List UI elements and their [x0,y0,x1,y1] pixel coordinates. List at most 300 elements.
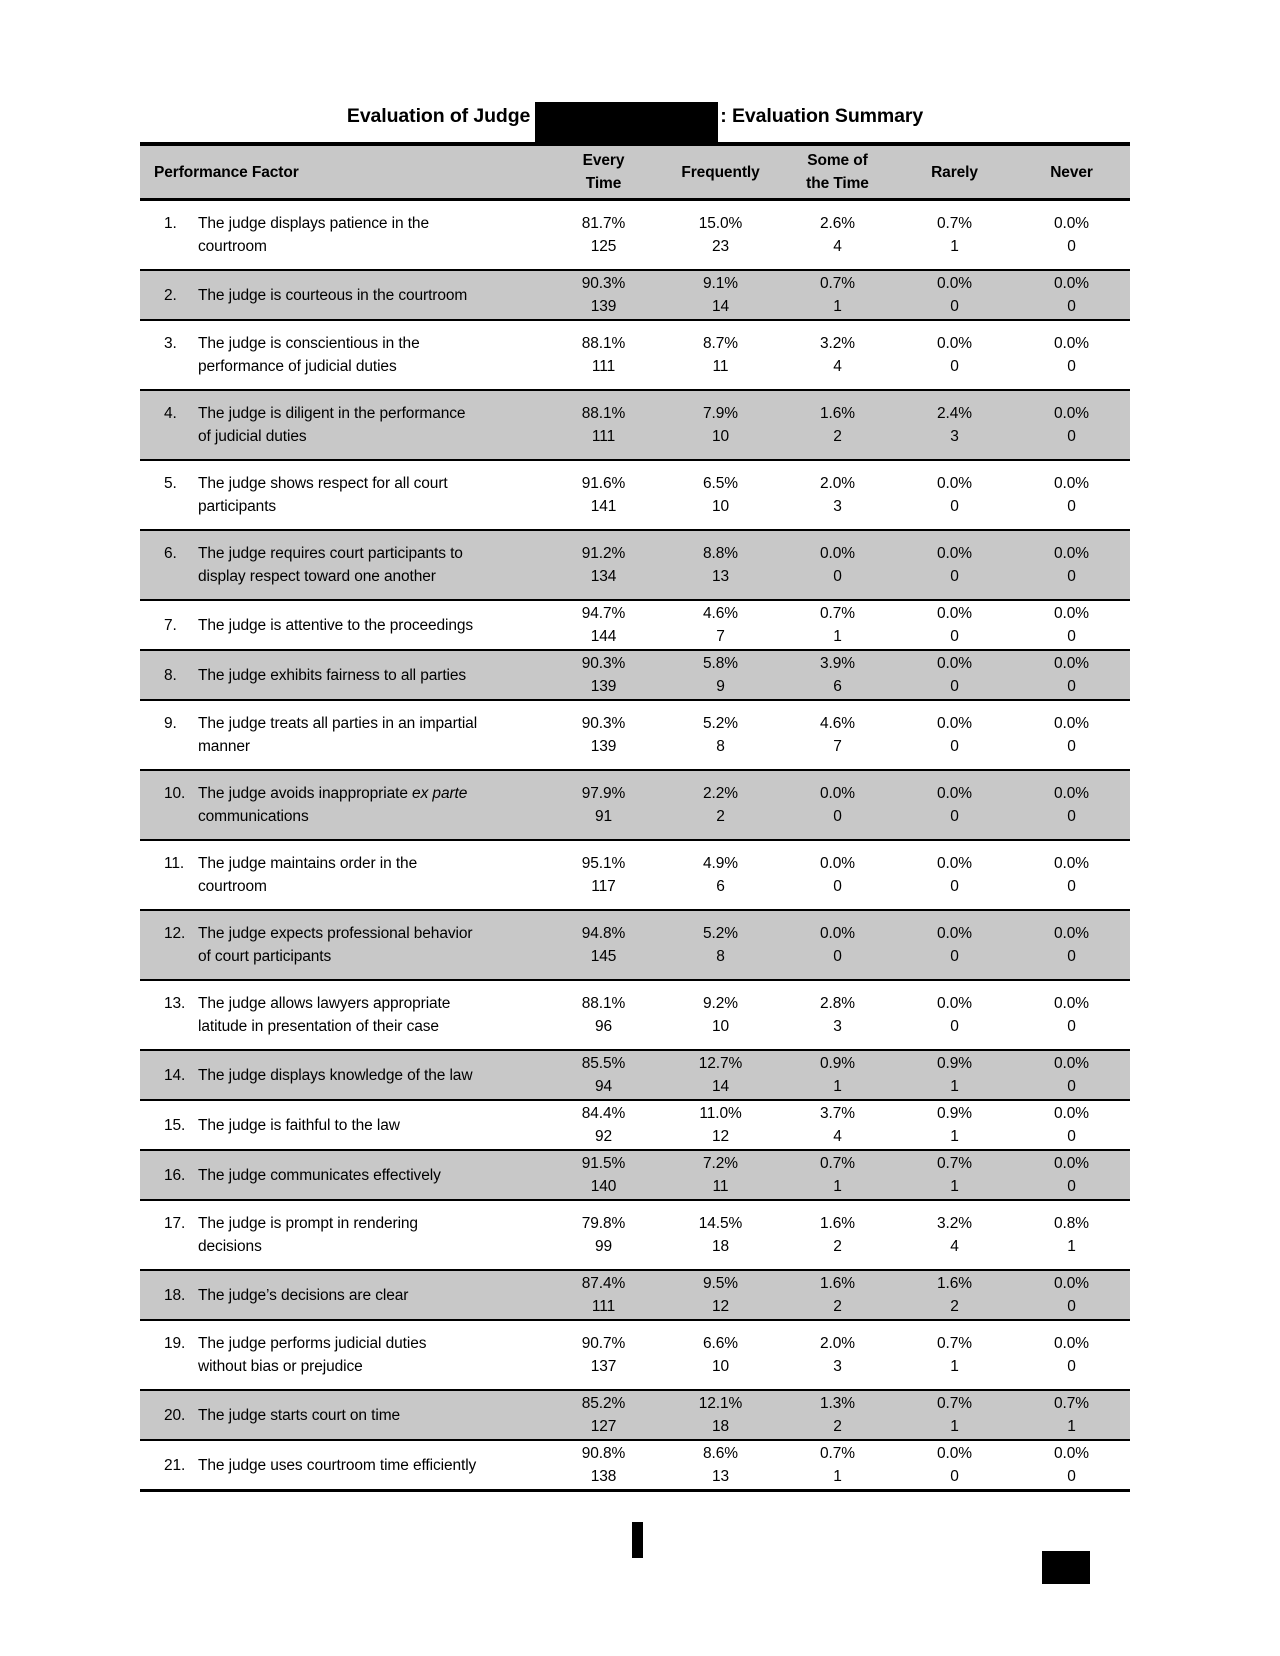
value-cell-rarely [896,700,1013,770]
value-cell-never [1013,770,1130,840]
count-value: 4 [833,238,842,255]
value-cell-every-time [545,1100,662,1150]
percent-value: 0.0% [1054,275,1089,292]
count-value: 111 [591,1298,616,1315]
percent-value: 3.9% [820,655,855,672]
count-value: 138 [590,1468,617,1485]
percent-value: 1.6% [937,1275,972,1292]
count-value: 0 [950,808,959,825]
value-cell-some-of-the-time [779,1270,896,1320]
count-value: 139 [590,298,617,315]
count-value: 0 [833,948,842,965]
row-number: 8. [164,666,177,684]
performance-factor-text: The judge maintains order in the courtroom [198,855,418,895]
performance-factor-cell [140,1390,545,1440]
count-value: 117 [591,878,616,895]
performance-factor-text: The judge starts court on time [198,1406,401,1424]
count-value: 1 [833,1468,842,1485]
column-header-every-time: Every Time [582,152,625,192]
performance-factor-cell [140,600,545,650]
percent-value: 0.0% [937,655,972,672]
count-value: 0 [833,808,842,825]
value-cell-every-time [545,1390,662,1440]
table-row [140,1390,1130,1440]
percent-value: 0.0% [1054,1155,1089,1172]
row-number: 7. [164,616,177,634]
count-value: 4 [833,358,842,375]
percent-value: 8.8% [703,545,738,562]
percent-value: 2.6% [820,215,855,232]
percent-value: 0.9% [937,1055,972,1072]
value-cell-never [1013,460,1130,530]
count-value: 1 [833,1178,842,1195]
percent-value: 0.0% [1054,1275,1089,1292]
percent-value: 0.0% [1054,605,1089,622]
count-value: 0 [950,628,959,645]
value-cell-every-time [545,1050,662,1100]
value-cell-rarely [896,200,1013,271]
percent-value: 2.0% [820,475,855,492]
value-cell-every-time [545,530,662,600]
percent-value: 0.0% [1054,715,1089,732]
table-header-row [140,144,1130,200]
value-cell-frequently [662,770,779,840]
value-cell-frequently [662,1320,779,1390]
table-row [140,1150,1130,1200]
table-row [140,320,1130,390]
column-header-frequently: Frequently [681,163,760,181]
evaluation-summary-table [140,142,1130,1492]
value-cell-some-of-the-time [779,270,896,320]
value-cell-never [1013,1200,1130,1270]
percent-value: 0.0% [1054,1335,1089,1352]
value-cell-every-time [545,770,662,840]
count-value: 11 [712,1178,729,1195]
percent-value: 4.9% [703,855,738,872]
percent-value: 0.0% [820,785,855,802]
value-cell-every-time [545,1200,662,1270]
table-row [140,700,1130,770]
percent-value: 91.2% [581,545,626,562]
percent-value: 8.7% [703,335,738,352]
table-row [140,1270,1130,1320]
count-value: 1 [833,628,842,645]
value-cell-some-of-the-time [779,530,896,600]
percent-value: 0.7% [820,1155,855,1172]
value-cell-frequently [662,200,779,271]
count-value: 2 [833,1238,842,1255]
percent-value: 0.0% [937,475,972,492]
count-value: 2 [833,1418,842,1435]
row-number: 2. [164,286,177,304]
value-cell-some-of-the-time [779,700,896,770]
percent-value: 0.0% [1054,405,1089,422]
percent-value: 12.7% [698,1055,743,1072]
percent-value: 7.9% [703,405,738,422]
count-value: 140 [590,1178,617,1195]
count-value: 3 [950,428,959,445]
count-value: 0 [1067,1078,1076,1095]
percent-value: 85.5% [581,1055,626,1072]
count-value: 6 [833,678,842,695]
value-cell-rarely [896,320,1013,390]
percent-value: 4.6% [703,605,738,622]
column-header-some-of-the-time: Some of the Time [806,152,869,192]
count-value: 10 [711,1358,730,1375]
value-cell-rarely [896,1270,1013,1320]
value-cell-never [1013,530,1130,600]
value-cell-every-time [545,910,662,980]
percent-value: 88.1% [581,335,626,352]
percent-value: 81.7% [581,215,626,232]
count-value: 0 [1067,808,1076,825]
count-value: 0 [950,498,959,515]
performance-factor-text: The judge is faithful to the law [198,1116,400,1134]
count-value: 8 [716,738,725,755]
table-row [140,460,1130,530]
count-value: 0 [1067,238,1076,255]
percent-value: 5.2% [703,925,738,942]
value-cell-frequently [662,1200,779,1270]
performance-factor-cell [140,650,545,700]
value-cell-some-of-the-time [779,1200,896,1270]
count-value: 1 [833,298,842,315]
value-cell-rarely [896,650,1013,700]
percent-value: 0.0% [1054,1105,1089,1122]
percent-value: 0.0% [937,275,972,292]
percent-value: 9.2% [703,995,738,1012]
value-cell-frequently [662,600,779,650]
percent-value: 90.3% [581,275,626,292]
count-value: 0 [950,568,959,585]
performance-factor-cell [140,1270,545,1320]
value-cell-every-time [545,980,662,1050]
count-value: 4 [833,1128,842,1145]
table-row [140,770,1130,840]
performance-factor-cell [140,390,545,460]
value-cell-some-of-the-time [779,1050,896,1100]
count-value: 6 [716,878,725,895]
performance-factor-text: The judge displays patience in the courtroom [198,215,429,255]
percent-value: 4.6% [820,715,855,732]
percent-value: 0.0% [1054,1445,1089,1462]
count-value: 12 [711,1298,730,1315]
performance-factor-text: The judge’s decisions are clear [198,1286,409,1304]
count-value: 111 [591,428,616,445]
value-cell-every-time [545,650,662,700]
performance-factor-text: The judge treats all parties in an impartial manner [198,715,478,755]
count-value: 1 [833,1078,842,1095]
count-value: 3 [833,1018,842,1035]
percent-value: 1.6% [820,1215,855,1232]
count-value: 139 [590,738,617,755]
count-value: 139 [590,678,617,695]
value-cell-never [1013,390,1130,460]
value-cell-every-time [545,700,662,770]
performance-factor-cell [140,910,545,980]
performance-factor-text: The judge is diligent in the performance of judicial duties [198,405,466,445]
value-cell-never [1013,650,1130,700]
percent-value: 95.1% [581,855,626,872]
count-value: 10 [711,498,730,515]
table-row [140,650,1130,700]
value-cell-frequently [662,650,779,700]
percent-value: 0.0% [937,1445,972,1462]
percent-value: 0.7% [1054,1395,1089,1412]
percent-value: 1.6% [820,1275,855,1292]
performance-factor-text: The judge shows respect for all court participants [198,475,448,515]
count-value: 0 [950,738,959,755]
percent-value: 2.0% [820,1335,855,1352]
performance-factor-cell [140,460,545,530]
count-value: 12 [711,1128,730,1145]
percent-value: 6.5% [703,475,738,492]
performance-factor-cell [140,530,545,600]
count-value: 0 [1067,1358,1076,1375]
percent-value: 0.0% [1054,215,1089,232]
performance-factor-cell [140,1100,545,1150]
count-value: 0 [1067,738,1076,755]
value-cell-never [1013,320,1130,390]
value-cell-rarely [896,1390,1013,1440]
performance-factor-cell [140,320,545,390]
value-cell-some-of-the-time [779,1390,896,1440]
value-cell-frequently [662,270,779,320]
performance-factor-cell [140,770,545,840]
percent-value: 0.7% [937,1335,972,1352]
percent-value: 0.0% [1054,995,1089,1012]
percent-value: 94.7% [581,605,626,622]
performance-factor-cell [140,840,545,910]
count-value: 92 [594,1128,613,1145]
percent-value: 2.8% [820,995,855,1012]
value-cell-every-time [545,1270,662,1320]
count-value: 125 [590,238,617,255]
row-number: 19. [164,1335,186,1352]
percent-value: 85.2% [581,1395,626,1412]
count-value: 0 [1067,1298,1076,1315]
percent-value: 3.7% [820,1105,855,1122]
count-value: 10 [711,428,730,445]
row-number: 20. [164,1406,186,1424]
percent-value: 0.9% [937,1105,972,1122]
count-value: 0 [1067,1018,1076,1035]
percent-value: 0.0% [820,545,855,562]
percent-value: 9.1% [703,275,738,292]
percent-value: 0.0% [937,855,972,872]
count-value: 14 [711,298,730,315]
percent-value: 90.3% [581,655,626,672]
performance-factor-text: The judge is attentive to the proceedings [198,616,474,634]
count-value: 1 [950,1078,959,1095]
count-value: 0 [1067,948,1076,965]
percent-value: 88.1% [581,405,626,422]
count-value: 0 [1067,428,1076,445]
value-cell-frequently [662,1100,779,1150]
performance-factor-text: The judge communicates effectively [198,1166,441,1184]
percent-value: 0.0% [937,785,972,802]
value-cell-frequently [662,390,779,460]
percent-value: 0.7% [820,605,855,622]
percent-value: 0.0% [1054,475,1089,492]
value-cell-some-of-the-time [779,200,896,271]
value-cell-every-time [545,270,662,320]
count-value: 1 [1067,1418,1076,1435]
percent-value: 79.8% [581,1215,626,1232]
title-prefix: Evaluation of Judge [346,105,531,127]
value-cell-some-of-the-time [779,1100,896,1150]
performance-factor-cell [140,700,545,770]
value-cell-frequently [662,700,779,770]
percent-value: 1.6% [820,405,855,422]
column-header-performance-factor: Performance Factor [154,163,299,181]
count-value: 0 [1067,1128,1076,1145]
percent-value: 5.8% [703,655,738,672]
table-row [140,530,1130,600]
value-cell-frequently [662,1390,779,1440]
value-cell-rarely [896,460,1013,530]
percent-value: 87.4% [581,1275,626,1292]
count-value: 4 [950,1238,959,1255]
table-row [140,1050,1130,1100]
row-number: 18. [164,1286,186,1304]
performance-factor-text: The judge avoids inappropriate ex parte communications [198,785,468,825]
count-value: 111 [591,358,616,375]
row-number: 15. [164,1116,186,1134]
percent-value: 0.0% [937,925,972,942]
value-cell-some-of-the-time [779,1440,896,1491]
percent-value: 0.0% [937,715,972,732]
performance-factor-text: The judge allows lawyers appropriate latitude in presentation of their case [198,995,451,1035]
count-value: 2 [716,808,725,825]
count-value: 99 [594,1238,613,1255]
redacted-page-number-mark [632,1522,643,1558]
percent-value: 8.6% [703,1445,738,1462]
percent-value: 2.2% [703,785,738,802]
performance-factor-text: The judge is courteous in the courtroom [198,286,468,304]
count-value: 2 [833,428,842,445]
value-cell-never [1013,1440,1130,1491]
percent-value: 0.0% [1054,855,1089,872]
table-row [140,1200,1130,1270]
count-value: 94 [594,1078,613,1095]
value-cell-rarely [896,910,1013,980]
performance-factor-cell [140,1200,545,1270]
row-number: 12. [164,925,186,942]
value-cell-never [1013,840,1130,910]
value-cell-some-of-the-time [779,980,896,1050]
percent-value: 0.0% [1054,655,1089,672]
percent-value: 0.0% [937,545,972,562]
performance-factor-text: The judge exhibits fairness to all parties [198,666,467,684]
count-value: 11 [712,358,729,375]
performance-factor-cell [140,1050,545,1100]
count-value: 23 [711,238,730,255]
percent-value: 91.6% [581,475,626,492]
table-row [140,1440,1130,1491]
row-number: 1. [164,215,177,232]
percent-value: 14.5% [698,1215,743,1232]
count-value: 137 [590,1358,617,1375]
percent-value: 0.8% [1054,1215,1089,1232]
performance-factor-text: The judge performs judicial duties without bias or prejudice [198,1335,427,1375]
count-value: 2 [950,1298,959,1315]
column-header-never: Never [1050,163,1093,181]
count-value: 1 [1067,1238,1076,1255]
value-cell-some-of-the-time [779,1320,896,1390]
count-value: 1 [950,238,959,255]
percent-value: 0.0% [937,335,972,352]
percent-value: 88.1% [581,995,626,1012]
value-cell-never [1013,1150,1130,1200]
percent-value: 0.0% [1054,335,1089,352]
percent-value: 0.7% [937,215,972,232]
value-cell-frequently [662,320,779,390]
row-number: 3. [164,335,177,352]
percent-value: 0.0% [1054,545,1089,562]
count-value: 0 [833,878,842,895]
row-number: 14. [164,1066,186,1084]
percent-value: 97.9% [581,785,626,802]
percent-value: 0.0% [1054,785,1089,802]
count-value: 0 [950,678,959,695]
value-cell-some-of-the-time [779,770,896,840]
count-value: 91 [594,808,613,825]
performance-factor-text: The judge requires court participants to display respect toward one another [198,545,463,585]
row-number: 17. [164,1215,186,1232]
count-value: 0 [1067,878,1076,895]
value-cell-some-of-the-time [779,390,896,460]
value-cell-every-time [545,390,662,460]
count-value: 141 [590,498,617,515]
percent-value: 1.3% [820,1395,855,1412]
count-value: 18 [711,1418,730,1435]
value-cell-rarely [896,600,1013,650]
count-value: 144 [590,628,617,645]
count-value: 3 [833,498,842,515]
value-cell-never [1013,980,1130,1050]
row-number: 5. [164,475,177,492]
value-cell-frequently [662,980,779,1050]
value-cell-rarely [896,390,1013,460]
percent-value: 90.8% [581,1445,626,1462]
value-cell-rarely [896,1050,1013,1100]
value-cell-frequently [662,1270,779,1320]
value-cell-never [1013,1390,1130,1440]
count-value: 7 [716,628,725,645]
value-cell-some-of-the-time [779,1150,896,1200]
count-value: 18 [711,1238,730,1255]
performance-factor-cell [140,980,545,1050]
percent-value: 9.5% [703,1275,738,1292]
value-cell-every-time [545,1320,662,1390]
value-cell-frequently [662,1050,779,1100]
percent-value: 94.8% [581,925,626,942]
row-number: 9. [164,715,177,732]
value-cell-every-time [545,1150,662,1200]
percent-value: 0.9% [820,1055,855,1072]
percent-value: 0.0% [820,855,855,872]
value-cell-some-of-the-time [779,650,896,700]
value-cell-never [1013,200,1130,271]
percent-value: 90.7% [581,1335,626,1352]
count-value: 14 [711,1078,730,1095]
value-cell-never [1013,1100,1130,1150]
value-cell-rarely [896,270,1013,320]
count-value: 13 [711,1468,730,1485]
count-value: 2 [833,1298,842,1315]
value-cell-never [1013,270,1130,320]
